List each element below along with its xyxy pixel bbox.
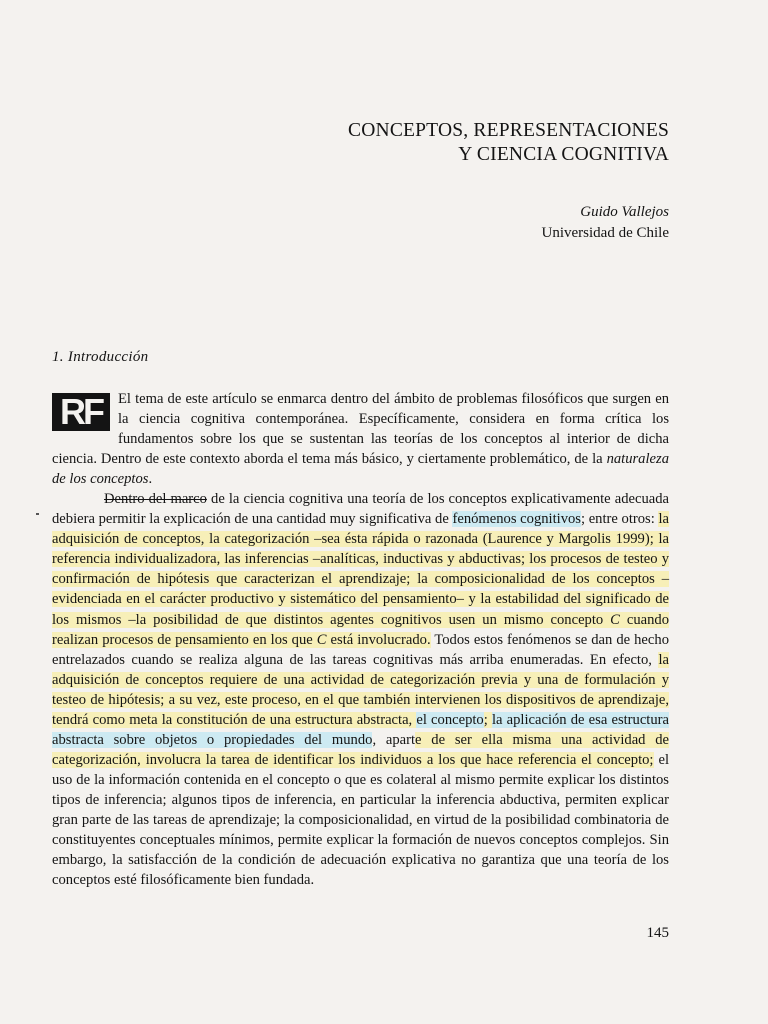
struck-phrase: Dentro del marco (104, 491, 207, 508)
highlight-yellow: la adquisición de conceptos requiere de una actividad de categorización previa y una de formulación y testeo de hipótesis; a su vez, este proceso, en el que también intervienen los dispositivos de aprendizaje, tendrá como meta la constitución de una estructura abstracta, (52, 651, 669, 728)
author-block (542, 202, 669, 244)
p2-text: está involucrado. (326, 631, 431, 648)
paragraph-2 (52, 489, 669, 890)
page-number: 145 (646, 925, 669, 941)
p2-text: Todos estos fenómenos se dan de hecho entrelazados cuando se realiza alguna de las tareas cognitivas más arriba enumeradas. En efecto, (52, 631, 669, 668)
highlight-blue: la aplicación de esa estructura abstracta sobre objetos o propiedades del mundo (52, 711, 669, 748)
p2-text: la adquisición de conceptos, la categorización –sea ésta rápida o razonada (Laurence y Margolis 1999); la referencia individualizadora, las inferencias –analíticas, inductivas y abductivas; los procesos de testeo y confirmación de hipótesis que caracterizan el aprendizaje; la composicionalidad de los conceptos –evidenciada en el carácter productivo y sistemático del pensamiento– y la estabilidad del significado de los mismos –la posibilidad de que distintos agentes cognitivos usen un mismo concepto (52, 511, 669, 628)
highlight-yellow: e de ser ella misma una actividad de categorización, involucra la tarea de identificar los individuos a los que hace referencia el concepto; (52, 731, 670, 768)
p2-text: , apart (372, 731, 416, 748)
title-line-1: CONCEPTOS, REPRESENTACIONES (348, 120, 669, 141)
highlight-yellow (52, 511, 669, 647)
variable-c: C (316, 631, 327, 648)
drop-cap: RF (52, 393, 110, 431)
p2-text: cuando realizan procesos de pensamiento en los que (52, 611, 669, 648)
title-line-2: Y CIENCIA COGNITIVA (458, 144, 669, 165)
section-heading: 1. Introducción (52, 349, 149, 365)
article-title (348, 119, 669, 167)
paragraph-1 (52, 389, 669, 489)
highlight-blue: el concepto (416, 711, 484, 728)
variable-c: C (610, 611, 620, 628)
p1-emphasis: naturaleza de los conceptos (52, 451, 669, 488)
p2-text: ; entre otros: (580, 511, 659, 528)
p2-text: de la ciencia cognitiva una teoría de los conceptos explicativamente adecuada debiera permitir la explicación de una cantidad muy significativa de (52, 491, 669, 528)
author-affiliation: Universidad de Chile (541, 225, 669, 241)
highlight-blue: fenómenos cognitivos (452, 511, 581, 528)
p1-end: . (148, 471, 153, 488)
article-body (52, 389, 669, 890)
p2-text: el uso de la información contenida en el concepto o que es colateral al mismo permite explicar los distintos tipos de inferencia; algunos tipos de inferencia, en particular la inferencia abductiva, permiten explicar gran parte de las tareas de aprendizaje; la composicionalidad, en virtud de la posibilidad combinatoria de constituyentes conceptuales mínimos, permite explicar la formación de nuevos conceptos complejos. Sin embargo, la satisfacción de la condición de adecuación explicativa no garantiza que una teoría de los conceptos esté filosóficamente bien fundada. (52, 751, 669, 889)
author-name: Guido Vallejos (580, 204, 669, 220)
p1-text: El tema de este artículo se enmarca dentro del ámbito de problemas filosóficos que surgen en la ciencia cognitiva contemporánea. Específicamente, considera en forma crítica los fundamentos sobre los que se sustentan las teorías de los conceptos al interior de dicha ciencia. Dentro de este contexto aborda el tema más básico, y ciertamente problemático, de la (52, 391, 669, 468)
margin-mark (36, 513, 39, 515)
highlight-yellow: ; (483, 711, 492, 728)
